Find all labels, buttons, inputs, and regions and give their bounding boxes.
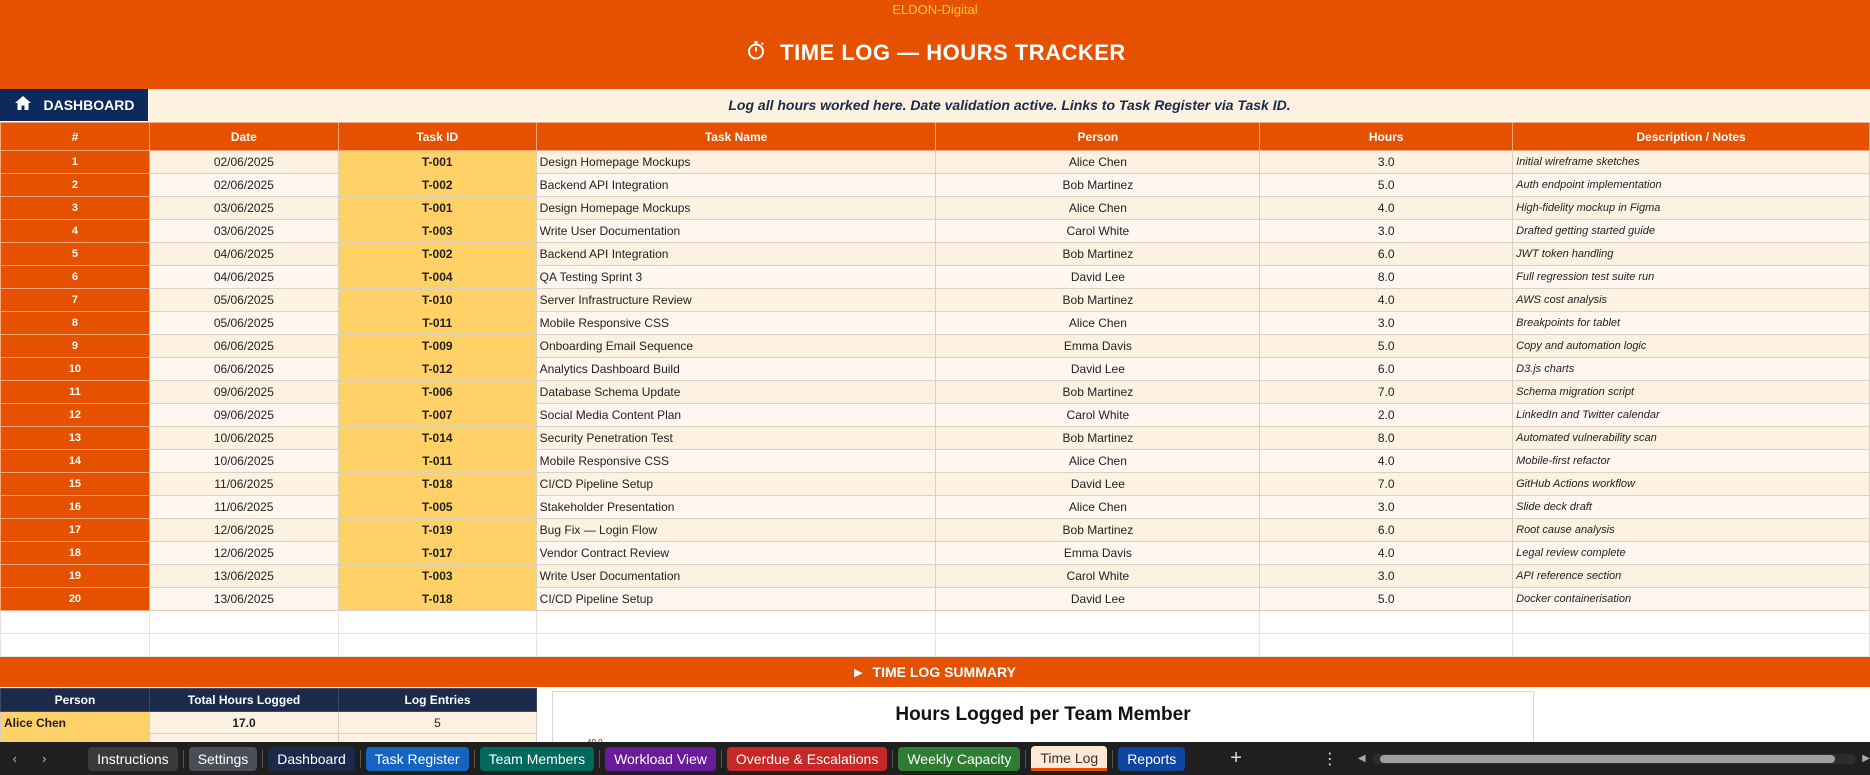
more-options-icon[interactable]: ⋮ bbox=[1321, 750, 1338, 768]
task-id-cell[interactable]: T-006 bbox=[338, 381, 536, 404]
date-cell[interactable]: 11/06/2025 bbox=[149, 496, 338, 519]
date-cell[interactable]: 10/06/2025 bbox=[149, 427, 338, 450]
table-row bbox=[1, 519, 1870, 542]
column-header[interactable]: Hours bbox=[1260, 123, 1513, 151]
task-name-cell[interactable]: Social Media Content Plan bbox=[536, 404, 936, 427]
task-name-cell[interactable]: Stakeholder Presentation bbox=[536, 496, 936, 519]
hours-cell[interactable]: 5.0 bbox=[1260, 588, 1513, 611]
date-cell[interactable]: 02/06/2025 bbox=[149, 151, 338, 174]
add-sheet-icon[interactable]: + bbox=[1230, 747, 1242, 769]
sheet-tab[interactable]: Task Register bbox=[366, 747, 469, 771]
task-id-cell[interactable]: T-014 bbox=[338, 427, 536, 450]
person-cell[interactable]: Bob Martinez bbox=[936, 427, 1260, 450]
sheet-tab-bar bbox=[0, 742, 1870, 775]
task-id-cell[interactable]: T-005 bbox=[338, 496, 536, 519]
page-title bbox=[0, 40, 1870, 66]
empty-cell[interactable] bbox=[338, 634, 536, 657]
table-row bbox=[1, 358, 1870, 381]
chevron-right-icon[interactable]: › bbox=[42, 751, 47, 766]
date-cell[interactable]: 05/06/2025 bbox=[149, 312, 338, 335]
notes-cell[interactable]: Mobile-first refactor bbox=[1513, 450, 1870, 473]
table-row bbox=[1, 496, 1870, 519]
tab-separator bbox=[1112, 750, 1113, 768]
person-cell[interactable]: Emma Davis bbox=[936, 542, 1260, 565]
task-name-cell[interactable]: Mobile Responsive CSS bbox=[536, 312, 936, 335]
date-cell[interactable]: 13/06/2025 bbox=[149, 565, 338, 588]
hours-cell[interactable]: 3.0 bbox=[1260, 312, 1513, 335]
table-row bbox=[1, 473, 1870, 496]
notes-cell[interactable]: Initial wireframe sketches bbox=[1513, 151, 1870, 174]
task-id-cell[interactable]: T-011 bbox=[338, 450, 536, 473]
hours-cell[interactable]: 5.0 bbox=[1260, 335, 1513, 358]
person-cell[interactable]: Emma Davis bbox=[936, 335, 1260, 358]
person-cell[interactable]: Bob Martinez bbox=[936, 174, 1260, 197]
notes-cell[interactable]: Root cause analysis bbox=[1513, 519, 1870, 542]
sheet-tab[interactable]: Overdue & Escalations bbox=[727, 747, 887, 771]
table-row bbox=[1, 220, 1870, 243]
date-cell[interactable]: 06/06/2025 bbox=[149, 335, 338, 358]
empty-cell[interactable] bbox=[338, 611, 536, 634]
summary-header-row bbox=[1, 689, 537, 712]
stopwatch-icon bbox=[744, 40, 768, 66]
date-cell[interactable]: 12/06/2025 bbox=[149, 542, 338, 565]
task-id-cell[interactable]: T-018 bbox=[338, 473, 536, 496]
row-number-cell[interactable]: 8 bbox=[1, 312, 150, 335]
date-cell[interactable]: 03/06/2025 bbox=[149, 197, 338, 220]
empty-cell[interactable] bbox=[936, 634, 1260, 657]
notes-cell[interactable]: AWS cost analysis bbox=[1513, 289, 1870, 312]
column-header[interactable]: # bbox=[1, 123, 150, 151]
person-cell[interactable]: Bob Martinez bbox=[936, 289, 1260, 312]
tab-separator bbox=[721, 750, 722, 768]
sheet-tab[interactable]: Instructions bbox=[88, 747, 178, 771]
task-name-cell[interactable]: Design Homepage Mockups bbox=[536, 151, 936, 174]
empty-cell[interactable] bbox=[149, 634, 338, 657]
hours-cell[interactable]: 7.0 bbox=[1260, 473, 1513, 496]
column-header[interactable]: Date bbox=[149, 123, 338, 151]
task-name-cell[interactable]: Server Infrastructure Review bbox=[536, 289, 936, 312]
task-id-cell[interactable]: T-010 bbox=[338, 289, 536, 312]
date-cell[interactable]: 02/06/2025 bbox=[149, 174, 338, 197]
hours-cell[interactable]: 7.0 bbox=[1260, 381, 1513, 404]
task-id-cell[interactable]: T-003 bbox=[338, 220, 536, 243]
task-name-cell[interactable]: Design Homepage Mockups bbox=[536, 197, 936, 220]
task-name-cell[interactable]: QA Testing Sprint 3 bbox=[536, 266, 936, 289]
summary-column-header[interactable]: Total Hours Logged bbox=[150, 689, 339, 712]
notes-cell[interactable]: Copy and automation logic bbox=[1513, 335, 1870, 358]
task-name-cell[interactable]: Security Penetration Test bbox=[536, 427, 936, 450]
date-cell[interactable]: 09/06/2025 bbox=[149, 381, 338, 404]
task-id-cell[interactable]: T-002 bbox=[338, 174, 536, 197]
row-number-cell[interactable]: 1 bbox=[1, 151, 150, 174]
home-icon bbox=[14, 95, 32, 116]
task-id-cell[interactable]: T-011 bbox=[338, 312, 536, 335]
hours-cell[interactable]: 4.0 bbox=[1260, 450, 1513, 473]
empty-row bbox=[1, 611, 1870, 634]
person-cell[interactable]: David Lee bbox=[936, 266, 1260, 289]
summary-hours-cell[interactable]: 17.0 bbox=[150, 712, 339, 734]
date-cell[interactable]: 13/06/2025 bbox=[149, 588, 338, 611]
notes-cell[interactable]: Auth endpoint implementation bbox=[1513, 174, 1870, 197]
hours-cell[interactable]: 6.0 bbox=[1260, 358, 1513, 381]
table-row bbox=[1, 289, 1870, 312]
task-id-cell[interactable]: T-009 bbox=[338, 335, 536, 358]
date-cell[interactable]: 12/06/2025 bbox=[149, 519, 338, 542]
summary-table bbox=[0, 688, 537, 744]
hours-cell[interactable]: 6.0 bbox=[1260, 519, 1513, 542]
sheet-tab[interactable]: Team Members bbox=[480, 747, 594, 771]
row-number-cell[interactable]: 7 bbox=[1, 289, 150, 312]
task-name-cell[interactable]: Mobile Responsive CSS bbox=[536, 450, 936, 473]
task-id-cell[interactable]: T-001 bbox=[338, 151, 536, 174]
row-number-cell[interactable]: 10 bbox=[1, 358, 150, 381]
empty-cell[interactable] bbox=[1513, 611, 1870, 634]
task-id-cell[interactable]: T-003 bbox=[338, 565, 536, 588]
notes-cell[interactable]: Drafted getting started guide bbox=[1513, 220, 1870, 243]
table-row bbox=[1, 427, 1870, 450]
empty-cell[interactable] bbox=[1, 611, 150, 634]
hours-cell[interactable]: 2.0 bbox=[1260, 404, 1513, 427]
sheet-tab[interactable]: Reports bbox=[1118, 747, 1185, 771]
person-cell[interactable]: Alice Chen bbox=[936, 197, 1260, 220]
table-row bbox=[1, 151, 1870, 174]
hours-cell[interactable]: 5.0 bbox=[1260, 174, 1513, 197]
row-number-cell[interactable]: 20 bbox=[1, 588, 150, 611]
table-header-row bbox=[1, 123, 1870, 151]
tab-separator bbox=[599, 750, 600, 768]
task-name-cell[interactable]: CI/CD Pipeline Setup bbox=[536, 588, 936, 611]
empty-cell[interactable] bbox=[1260, 611, 1513, 634]
notes-cell[interactable]: Slide deck draft bbox=[1513, 496, 1870, 519]
tab-separator bbox=[892, 750, 893, 768]
task-id-cell[interactable]: T-017 bbox=[338, 542, 536, 565]
row-number-cell[interactable]: 6 bbox=[1, 266, 150, 289]
time-log-body bbox=[1, 151, 1870, 657]
person-cell[interactable]: David Lee bbox=[936, 588, 1260, 611]
notes-cell[interactable]: D3.js charts bbox=[1513, 358, 1870, 381]
task-id-cell[interactable]: T-018 bbox=[338, 588, 536, 611]
person-cell[interactable]: Bob Martinez bbox=[936, 243, 1260, 266]
person-cell[interactable]: Bob Martinez bbox=[936, 381, 1260, 404]
summary-section-header[interactable] bbox=[0, 657, 1870, 687]
row-number-cell[interactable]: 14 bbox=[1, 450, 150, 473]
empty-row bbox=[1, 634, 1870, 657]
empty-cell[interactable] bbox=[1513, 634, 1870, 657]
person-cell[interactable]: Alice Chen bbox=[936, 312, 1260, 335]
chart-title: Hours Logged per Team Member bbox=[895, 704, 1191, 725]
header-banner bbox=[0, 0, 1870, 89]
row-number-cell[interactable]: 13 bbox=[1, 427, 150, 450]
notes-cell[interactable]: Schema migration script bbox=[1513, 381, 1870, 404]
date-cell[interactable]: 11/06/2025 bbox=[149, 473, 338, 496]
table-row bbox=[1, 450, 1870, 473]
scrollbar-thumb[interactable] bbox=[1380, 755, 1835, 763]
table-row bbox=[1, 312, 1870, 335]
sheet-tabs bbox=[83, 746, 1190, 771]
row-number-cell[interactable]: 15 bbox=[1, 473, 150, 496]
task-name-cell[interactable]: Analytics Dashboard Build bbox=[536, 358, 936, 381]
summary-person-cell[interactable]: Alice Chen bbox=[1, 712, 150, 734]
date-cell[interactable]: 10/06/2025 bbox=[149, 450, 338, 473]
person-cell[interactable]: Bob Martinez bbox=[936, 519, 1260, 542]
notes-cell[interactable]: API reference section bbox=[1513, 565, 1870, 588]
hours-cell[interactable]: 3.0 bbox=[1260, 496, 1513, 519]
hours-cell[interactable]: 8.0 bbox=[1260, 427, 1513, 450]
column-header[interactable]: Person bbox=[936, 123, 1260, 151]
person-cell[interactable]: David Lee bbox=[936, 358, 1260, 381]
row-number-cell[interactable]: 4 bbox=[1, 220, 150, 243]
hours-cell[interactable]: 3.0 bbox=[1260, 220, 1513, 243]
task-id-cell[interactable]: T-001 bbox=[338, 197, 536, 220]
row-number-cell[interactable]: 2 bbox=[1, 174, 150, 197]
row-number-cell[interactable]: 12 bbox=[1, 404, 150, 427]
task-name-cell[interactable]: Bug Fix — Login Flow bbox=[536, 519, 936, 542]
notes-cell[interactable]: GitHub Actions workflow bbox=[1513, 473, 1870, 496]
task-id-cell[interactable]: T-007 bbox=[338, 404, 536, 427]
brand-name: ELDON-Digital bbox=[892, 2, 978, 17]
notes-cell[interactable]: Legal review complete bbox=[1513, 542, 1870, 565]
instruction-banner: Log all hours worked here. Date validation active. Links to Task Register via Task ID. bbox=[149, 89, 1870, 121]
notes-cell[interactable]: Automated vulnerability scan bbox=[1513, 427, 1870, 450]
person-cell[interactable]: David Lee bbox=[936, 473, 1260, 496]
task-name-cell[interactable]: Vendor Contract Review bbox=[536, 542, 936, 565]
task-id-cell[interactable]: T-019 bbox=[338, 519, 536, 542]
row-number-cell[interactable]: 18 bbox=[1, 542, 150, 565]
empty-cell[interactable] bbox=[1260, 634, 1513, 657]
date-cell[interactable]: 05/06/2025 bbox=[149, 289, 338, 312]
notes-cell[interactable]: Docker containerisation bbox=[1513, 588, 1870, 611]
notes-cell[interactable]: Breakpoints for tablet bbox=[1513, 312, 1870, 335]
task-name-cell[interactable]: Onboarding Email Sequence bbox=[536, 335, 936, 358]
tab-separator bbox=[360, 750, 361, 768]
row-number-cell[interactable]: 16 bbox=[1, 496, 150, 519]
table-row bbox=[1, 404, 1870, 427]
tab-separator bbox=[183, 750, 184, 768]
hours-cell[interactable]: 4.0 bbox=[1260, 542, 1513, 565]
task-name-cell[interactable]: Write User Documentation bbox=[536, 565, 936, 588]
row-number-cell[interactable]: 17 bbox=[1, 519, 150, 542]
table-row bbox=[1, 243, 1870, 266]
table-row bbox=[1, 381, 1870, 404]
notes-cell[interactable]: LinkedIn and Twitter calendar bbox=[1513, 404, 1870, 427]
task-name-cell[interactable]: Backend API Integration bbox=[536, 174, 936, 197]
person-cell[interactable]: Alice Chen bbox=[936, 450, 1260, 473]
task-name-cell[interactable]: Backend API Integration bbox=[536, 243, 936, 266]
task-name-cell[interactable]: CI/CD Pipeline Setup bbox=[536, 473, 936, 496]
play-icon: ▶ bbox=[854, 666, 863, 679]
task-id-cell[interactable]: T-012 bbox=[338, 358, 536, 381]
empty-cell[interactable] bbox=[936, 611, 1260, 634]
row-number-cell[interactable]: 5 bbox=[1, 243, 150, 266]
dashboard-button[interactable] bbox=[0, 89, 149, 121]
dashboard-button-label: DASHBOARD bbox=[43, 97, 135, 113]
hours-cell[interactable]: 6.0 bbox=[1260, 243, 1513, 266]
scroll-left-icon[interactable]: ◀ bbox=[1357, 753, 1366, 764]
sheet-tab[interactable]: Dashboard bbox=[268, 747, 355, 771]
hours-cell[interactable]: 8.0 bbox=[1260, 266, 1513, 289]
task-name-cell[interactable]: Database Schema Update bbox=[536, 381, 936, 404]
empty-cell[interactable] bbox=[536, 634, 936, 657]
sheet-tab[interactable]: Workload View bbox=[605, 747, 716, 771]
summary-column-header[interactable]: Log Entries bbox=[339, 689, 537, 712]
table-row bbox=[1, 542, 1870, 565]
table-row bbox=[1, 565, 1870, 588]
notes-cell[interactable]: High-fidelity mockup in Figma bbox=[1513, 197, 1870, 220]
summary-title: TIME LOG SUMMARY bbox=[872, 664, 1016, 680]
summary-row bbox=[1, 712, 537, 734]
date-cell[interactable]: 09/06/2025 bbox=[149, 404, 338, 427]
date-cell[interactable]: 04/06/2025 bbox=[149, 266, 338, 289]
person-cell[interactable]: Carol White bbox=[936, 404, 1260, 427]
task-id-cell[interactable]: T-002 bbox=[338, 243, 536, 266]
row-number-cell[interactable]: 11 bbox=[1, 381, 150, 404]
notes-cell[interactable]: JWT token handling bbox=[1513, 243, 1870, 266]
page-title-text: TIME LOG — HOURS TRACKER bbox=[780, 40, 1126, 65]
column-header[interactable]: Task ID bbox=[338, 123, 536, 151]
person-cell[interactable]: Carol White bbox=[936, 220, 1260, 243]
date-cell[interactable]: 04/06/2025 bbox=[149, 243, 338, 266]
time-log-table bbox=[0, 122, 1870, 657]
hours-cell[interactable]: 4.0 bbox=[1260, 289, 1513, 312]
tab-separator bbox=[262, 750, 263, 768]
row-number-cell[interactable]: 3 bbox=[1, 197, 150, 220]
row-number-cell[interactable]: 9 bbox=[1, 335, 150, 358]
summary-entries-cell[interactable]: 5 bbox=[339, 712, 537, 734]
person-cell[interactable]: Alice Chen bbox=[936, 151, 1260, 174]
notes-cell[interactable]: Full regression test suite run bbox=[1513, 266, 1870, 289]
empty-cell[interactable] bbox=[149, 611, 338, 634]
sheet-tab[interactable]: Settings bbox=[189, 747, 258, 771]
date-cell[interactable]: 06/06/2025 bbox=[149, 358, 338, 381]
table-row bbox=[1, 174, 1870, 197]
person-cell[interactable]: Carol White bbox=[936, 565, 1260, 588]
empty-cell[interactable] bbox=[536, 611, 936, 634]
empty-cell[interactable] bbox=[1, 634, 150, 657]
chevron-left-icon[interactable]: ‹ bbox=[12, 751, 17, 766]
scroll-right-icon[interactable]: ▶ bbox=[1862, 753, 1870, 764]
table-row bbox=[1, 197, 1870, 220]
table-row bbox=[1, 588, 1870, 611]
hours-cell[interactable]: 3.0 bbox=[1260, 151, 1513, 174]
tab-separator bbox=[1025, 750, 1026, 768]
horizontal-scrollbar[interactable] bbox=[1372, 754, 1857, 764]
date-cell[interactable]: 03/06/2025 bbox=[149, 220, 338, 243]
sheet-tab[interactable]: Weekly Capacity bbox=[898, 747, 1020, 771]
table-row bbox=[1, 335, 1870, 358]
summary-column-header[interactable]: Person bbox=[1, 689, 150, 712]
person-cell[interactable]: Alice Chen bbox=[936, 496, 1260, 519]
task-name-cell[interactable]: Write User Documentation bbox=[536, 220, 936, 243]
column-header[interactable]: Task Name bbox=[536, 123, 936, 151]
sheet-tab[interactable]: Time Log bbox=[1031, 746, 1107, 771]
hours-cell[interactable]: 3.0 bbox=[1260, 565, 1513, 588]
row-number-cell[interactable]: 19 bbox=[1, 565, 150, 588]
tab-separator bbox=[474, 750, 475, 768]
task-id-cell[interactable]: T-004 bbox=[338, 266, 536, 289]
hours-cell[interactable]: 4.0 bbox=[1260, 197, 1513, 220]
table-row bbox=[1, 266, 1870, 289]
column-header[interactable]: Description / Notes bbox=[1513, 123, 1870, 151]
